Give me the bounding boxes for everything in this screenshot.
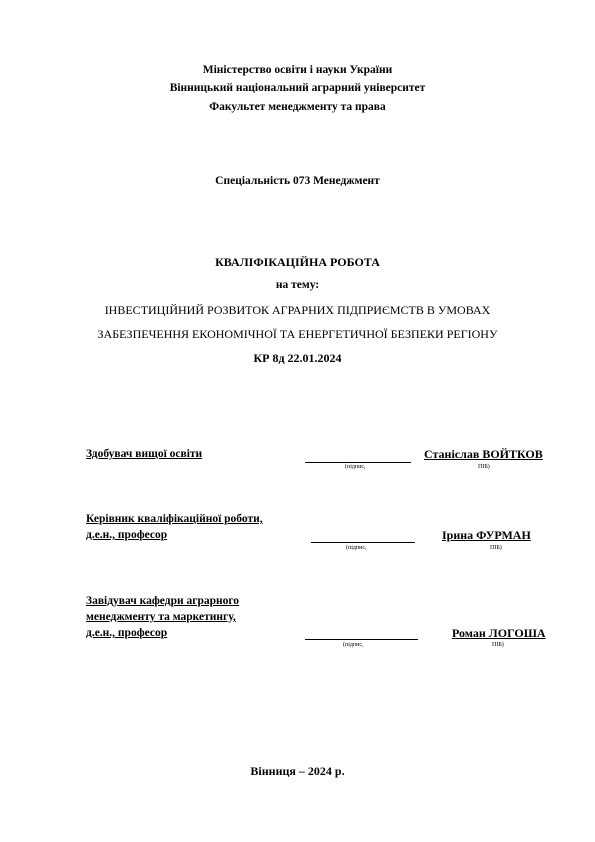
topic-line-2: ЗАБЕЗПЕЧЕННЯ ЕКОНОМІЧНОЇ ТА ЕНЕРГЕТИЧНОЇ БЕЗПЕКИ РЕГІОНУ [97,327,498,341]
head-name: Роман ЛОГОША [452,626,546,640]
head-signature-caption: (підпис, [343,642,364,648]
supervisor-label-line-2: д.е.н., професор [86,529,168,541]
head-signature-line [305,639,418,640]
city-year-footer: Вінниця – 2024 р. [250,764,345,778]
topic-line-1: ІНВЕСТИЦІЙНИЙ РОЗВИТОК АГРАРНИХ ПІДПРИЄМСТВ В УМОВАХ [104,303,491,317]
student-signature-line [305,462,411,463]
work-type-title: КВАЛІФІКАЦІЙНА РОБОТА [215,255,380,269]
faculty-heading: Факультет менеджменту та права [209,101,386,113]
student-label: Здобувач вищої освіти [86,448,203,460]
supervisor-name-caption: ПІБ) [490,545,502,551]
head-name-caption: ПІБ) [492,642,504,648]
supervisor-signature-line [311,542,415,543]
head-label-line-2: менеджменту та маркетингу, [86,611,236,623]
university-heading: Вінницький національний аграрний університет [169,82,426,94]
ministry-heading: Міністерство освіти і науки України [202,64,393,76]
student-name: Станіслав ВОЙТКОВ [424,447,543,461]
supervisor-name: Ірина ФУРМАН [442,528,531,542]
specialty-line: Спеціальність 073 Менеджмент [215,175,380,187]
work-code: КР 8д 22.01.2024 [253,351,342,365]
head-label-line-3: д.е.н., професор [86,627,168,639]
head-label-line-1: Завідувач кафедри аграрного [86,595,240,607]
supervisor-label-line-1: Керівник кваліфікаційної роботи, [86,513,263,525]
supervisor-signature-caption: (підпис, [346,545,367,551]
student-signature-caption: (підпис, [345,464,366,470]
student-name-caption: ПІБ) [478,464,490,470]
on-topic-label: на тему: [275,279,320,291]
